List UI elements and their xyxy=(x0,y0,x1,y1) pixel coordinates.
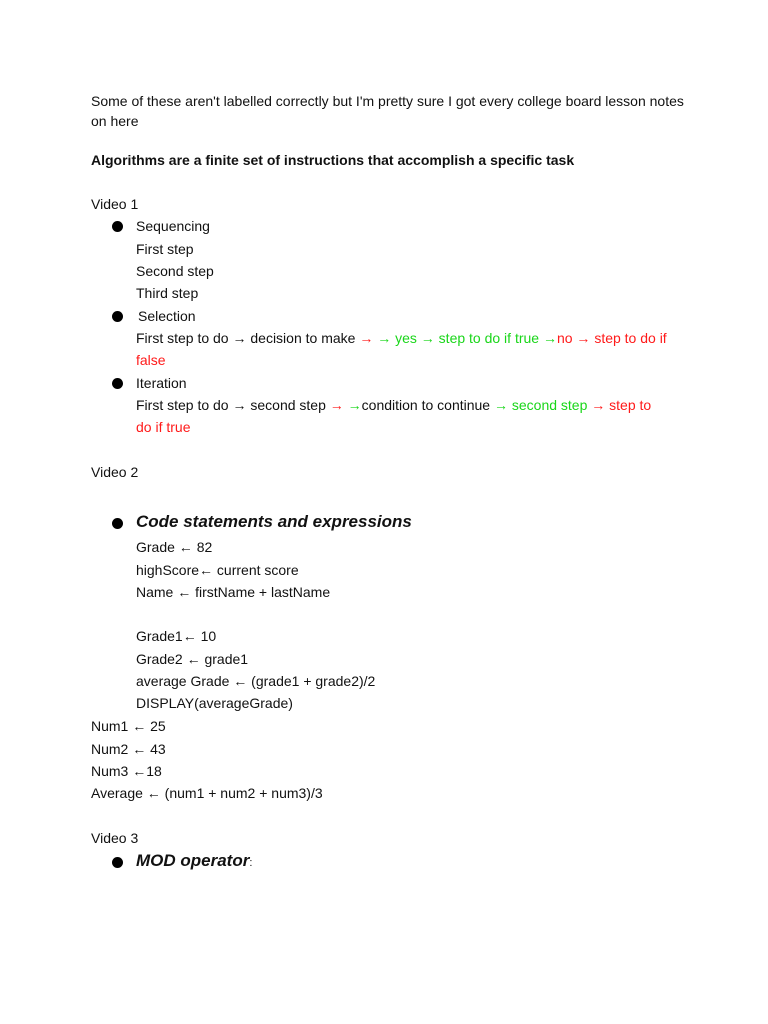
iteration-flow-part-f: → step to xyxy=(591,397,652,413)
code-line: Num3 ←18 xyxy=(91,763,162,779)
selection-flow-line-2: false xyxy=(136,352,166,368)
bullet-icon xyxy=(112,857,123,868)
code-line: Num2 ← 43 xyxy=(91,741,166,757)
intro-line-2: on here xyxy=(91,113,139,129)
iteration-label: Iteration xyxy=(136,375,187,391)
code-line: Average ← (num1 + num2 + num3)/3 xyxy=(91,785,323,801)
algorithm-definition: Algorithms are a finite set of instructions that accomplish a specific task xyxy=(91,152,575,168)
video-3-heading: Video 3 xyxy=(91,830,139,846)
code-line: Grade ← 82 xyxy=(136,539,213,555)
iteration-flow-line-2: do if true xyxy=(136,419,191,435)
sequencing-step-2: Second step xyxy=(136,263,214,279)
code-line: Grade1← 10 xyxy=(136,628,217,644)
selection-flow-line-1 xyxy=(136,327,667,349)
selection-label: Selection xyxy=(138,308,196,324)
mod-operator-colon: : xyxy=(249,857,253,869)
bullet-icon xyxy=(112,378,123,389)
mod-operator-label: MOD operator xyxy=(136,851,250,870)
sequencing-step-3: Third step xyxy=(136,285,199,301)
code-line: average Grade ← (grade1 + grade2)/2 xyxy=(136,673,376,689)
iteration-flow-part-a: First step to do → second step xyxy=(136,397,330,413)
selection-flow-part-c: → yes → step to do if true → xyxy=(377,330,557,346)
mod-operator-heading xyxy=(136,850,252,874)
sequencing-step-1: First step xyxy=(136,241,194,257)
selection-flow-part-b: → xyxy=(359,330,378,346)
iteration-flow-line-1 xyxy=(136,394,651,416)
bullet-icon xyxy=(112,518,123,529)
code-statements-heading: Code statements and expressions xyxy=(136,512,412,531)
code-line: DISPLAY(averageGrade) xyxy=(136,695,293,711)
code-line: highScore← current score xyxy=(136,562,299,578)
bullet-icon xyxy=(112,311,123,322)
selection-flow-part-d: no → step to do if xyxy=(556,330,667,346)
intro-line-1: Some of these aren't labelled correctly but I'm pretty sure I got every college board lesson notes xyxy=(91,93,684,109)
selection-flow-part-a: First step to do → decision to make xyxy=(136,330,360,346)
bullet-icon xyxy=(112,221,123,232)
iteration-flow-part-b: → xyxy=(329,397,348,413)
code-line: Num1 ← 25 xyxy=(91,718,166,734)
code-line: Name ← firstName + lastName xyxy=(136,584,331,600)
iteration-flow-part-c: → xyxy=(347,397,362,413)
video-1-heading: Video 1 xyxy=(91,196,139,212)
code-line: Grade2 ← grade1 xyxy=(136,651,249,667)
iteration-flow-part-e: → second step xyxy=(493,397,592,413)
iteration-flow-part-d: condition to continue xyxy=(361,397,494,413)
video-2-heading: Video 2 xyxy=(91,464,139,480)
sequencing-label: Sequencing xyxy=(136,218,210,234)
